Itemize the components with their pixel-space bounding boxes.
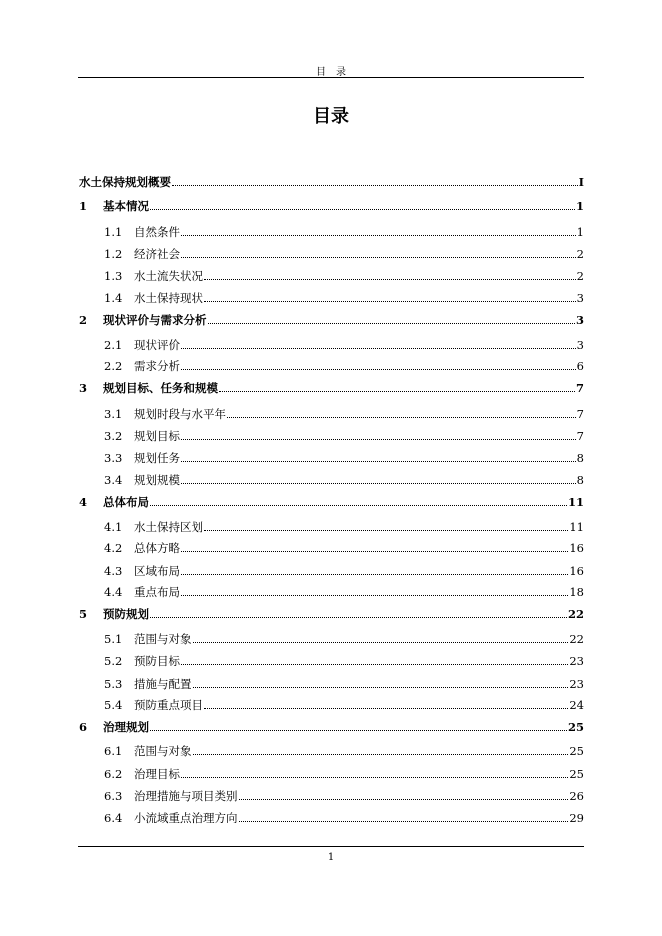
toc-entry-page: 2 (576, 247, 584, 261)
toc-entry-label: 规划规模 (134, 473, 180, 487)
toc-entry[interactable] (79, 405, 584, 421)
toc-entry[interactable] (79, 787, 584, 803)
toc-entry-page: 26 (569, 789, 584, 803)
toc-entry-page: 1 (575, 199, 584, 213)
toc-entry[interactable] (79, 652, 584, 668)
toc-entry-page: 25 (569, 767, 584, 781)
toc-entry-number: 4.2 (104, 541, 123, 555)
toc-entry[interactable] (79, 267, 584, 283)
toc-entry-number: 5 (79, 607, 88, 621)
toc-entry-number: 3.2 (104, 429, 123, 443)
toc-entry-number: 1.4 (104, 291, 123, 305)
toc-entry-label: 基本情况 (103, 199, 149, 213)
page-title: 目录 (313, 106, 349, 127)
toc-entry-number: 5.1 (104, 632, 123, 646)
toc-entry-label: 总体方略 (134, 541, 180, 555)
toc-dot-leader (181, 767, 568, 781)
toc-entry-label: 规划任务 (134, 451, 180, 465)
footer-divider (78, 846, 584, 847)
toc-entry-number: 4.4 (104, 585, 123, 599)
toc-entry-number: 3.3 (104, 451, 123, 465)
toc-entry-number: 6.3 (104, 789, 123, 803)
toc-entry-number: 6 (79, 720, 88, 734)
toc-entry[interactable] (79, 539, 584, 555)
toc-entry-number: 6.4 (104, 811, 123, 825)
toc-entry-page: 8 (576, 451, 584, 465)
toc-entry[interactable] (79, 289, 584, 305)
toc-dot-leader (181, 451, 576, 465)
toc-entry-label: 现状评价与需求分析 (103, 313, 207, 327)
toc-entry-page: 22 (567, 607, 584, 621)
toc-entry-page: 2 (576, 269, 584, 283)
toc-entry[interactable] (79, 173, 584, 189)
toc-entry-number: 1.2 (104, 247, 123, 261)
toc-dot-leader (181, 338, 576, 352)
toc-entry-page: 16 (569, 541, 584, 555)
toc-entry-page: 11 (569, 520, 584, 534)
toc-dot-leader (181, 564, 568, 578)
toc-dot-leader (204, 698, 568, 712)
toc-entry[interactable] (79, 718, 584, 734)
page-number: 1 (327, 852, 335, 863)
toc-dot-leader (150, 199, 575, 213)
toc-entry-label: 预防目标 (134, 654, 180, 668)
toc-entry-page: 1 (576, 225, 584, 239)
toc-entry-label: 现状评价 (134, 338, 180, 352)
toc-entry-label: 水土保持区划 (134, 520, 203, 534)
toc-entry-label: 总体布局 (103, 495, 149, 509)
running-header: 目 录 (316, 67, 346, 78)
toc-dot-leader (239, 811, 569, 825)
toc-entry-number: 1.3 (104, 269, 123, 283)
toc-entry[interactable] (79, 427, 584, 443)
toc-entry-page: 3 (576, 291, 584, 305)
toc-entry-page: 11 (567, 495, 584, 509)
toc-entry[interactable] (79, 696, 584, 712)
toc-entry-number: 3.1 (104, 407, 123, 421)
toc-entry[interactable] (79, 311, 584, 327)
toc-dot-leader (219, 381, 575, 395)
toc-entry-label: 需求分析 (134, 359, 180, 373)
toc-dot-leader (181, 473, 576, 487)
toc-entry[interactable] (79, 245, 584, 261)
toc-entry-number: 4.3 (104, 564, 123, 578)
toc-dot-leader (227, 407, 576, 421)
toc-entry-label: 治理规划 (103, 720, 149, 734)
toc-dot-leader (239, 789, 569, 803)
toc-entry[interactable] (79, 379, 584, 395)
toc-entry-page: 7 (576, 429, 584, 443)
toc-entry-label: 区域布局 (134, 564, 180, 578)
toc-entry-label: 预防重点项目 (134, 698, 203, 712)
toc-entry-page: 25 (567, 720, 584, 734)
toc-entry-number: 3 (79, 381, 88, 395)
toc-entry-page: I (578, 175, 584, 189)
toc-dot-leader (181, 541, 568, 555)
toc-dot-leader (204, 520, 568, 534)
toc-dot-leader (181, 359, 576, 373)
toc-entry-label: 治理目标 (134, 767, 180, 781)
toc-entry[interactable] (79, 605, 584, 621)
toc-entry-page: 6 (576, 359, 584, 373)
toc-dot-leader (150, 607, 567, 621)
header-divider (78, 77, 584, 78)
toc-entry-page: 23 (569, 654, 584, 668)
toc-entry[interactable] (79, 471, 584, 487)
toc-dot-leader (193, 744, 569, 758)
toc-dot-leader (150, 720, 567, 734)
toc-entry-page: 18 (569, 585, 584, 599)
toc-entry-label: 水土流失状况 (134, 269, 203, 283)
toc-entry-number: 2.2 (104, 359, 123, 373)
toc-entry-page: 25 (569, 744, 584, 758)
toc-entry-label: 自然条件 (134, 225, 180, 239)
toc-entry[interactable] (79, 675, 584, 691)
toc-dot-leader (193, 677, 569, 691)
toc-dot-leader (193, 632, 569, 646)
toc-entry[interactable] (79, 562, 584, 578)
toc-entry[interactable] (79, 336, 584, 352)
toc-entry-label: 治理措施与项目类别 (134, 789, 238, 803)
toc-entry[interactable] (79, 357, 584, 373)
toc-entry-label: 规划目标、任务和规模 (103, 381, 218, 395)
toc-entry-label: 重点布局 (134, 585, 180, 599)
toc-entry[interactable] (79, 742, 584, 758)
toc-dot-leader (181, 225, 576, 239)
toc-entry[interactable] (79, 583, 584, 599)
toc-entry-label: 范围与对象 (134, 632, 192, 646)
toc-entry-page: 3 (575, 313, 584, 327)
toc-entry-label: 范围与对象 (134, 744, 192, 758)
toc-dot-leader (181, 654, 568, 668)
toc-entry-number: 4 (79, 495, 88, 509)
toc-entry[interactable] (79, 493, 584, 509)
toc-entry-page: 23 (569, 677, 584, 691)
toc-dot-leader (204, 291, 576, 305)
toc-entry-number: 3.4 (104, 473, 123, 487)
toc-entry-page: 22 (569, 632, 584, 646)
toc-entry-label: 规划时段与水平年 (134, 407, 226, 421)
toc-entry-page: 16 (569, 564, 584, 578)
toc-entry-number: 5.4 (104, 698, 123, 712)
toc-entry[interactable] (79, 518, 584, 534)
toc-entry-page: 7 (576, 407, 584, 421)
toc-dot-leader (204, 269, 576, 283)
toc-entry-number: 4.1 (104, 520, 123, 534)
toc-entry-page: 29 (569, 811, 584, 825)
toc-entry[interactable] (79, 765, 584, 781)
toc-entry-label: 预防规划 (103, 607, 149, 621)
toc-entry-page: 8 (576, 473, 584, 487)
toc-entry-number: 2 (79, 313, 88, 327)
toc-dot-leader (181, 429, 576, 443)
toc-entry-label: 水土保持现状 (134, 291, 203, 305)
toc-entry-number: 1 (79, 199, 88, 213)
toc-dot-leader (150, 495, 567, 509)
toc-entry-number: 2.1 (104, 338, 123, 352)
toc-entry-page: 3 (576, 338, 584, 352)
toc-entry[interactable] (79, 449, 584, 465)
toc-entry-label: 水土保持规划概要 (79, 175, 171, 189)
toc-entry[interactable] (79, 223, 584, 239)
toc-dot-leader (181, 247, 576, 261)
toc-entry-page: 7 (575, 381, 584, 395)
toc-entry-label: 经济社会 (134, 247, 180, 261)
toc-entry-number: 5.3 (104, 677, 123, 691)
toc-dot-leader (172, 175, 578, 189)
toc-dot-leader (208, 313, 575, 327)
toc-entry[interactable] (79, 809, 584, 825)
toc-entry-label: 小流域重点治理方向 (134, 811, 238, 825)
toc-entry[interactable] (79, 197, 584, 213)
toc-entry-label: 措施与配置 (134, 677, 192, 691)
toc-entry-number: 5.2 (104, 654, 123, 668)
toc-entry-label: 规划目标 (134, 429, 180, 443)
toc-entry-number: 6.1 (104, 744, 123, 758)
toc-entry-page: 24 (569, 698, 584, 712)
toc-entry-number: 1.1 (104, 225, 123, 239)
toc-dot-leader (181, 585, 568, 599)
toc-entry-number: 6.2 (104, 767, 123, 781)
toc-entry[interactable] (79, 630, 584, 646)
